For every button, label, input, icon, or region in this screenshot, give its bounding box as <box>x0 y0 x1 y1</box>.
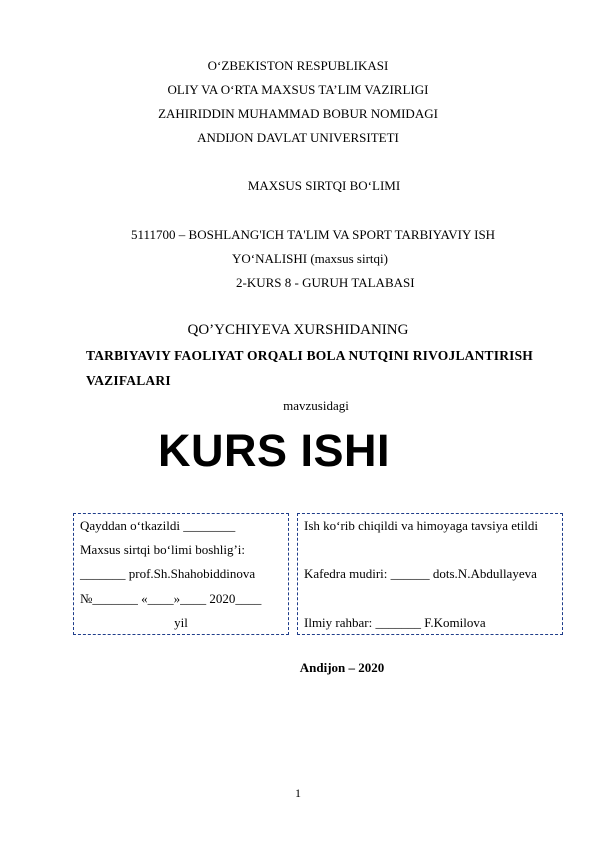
topic-line-2: VAZIFALARI <box>86 373 171 388</box>
registration-box <box>73 513 289 635</box>
approval-line-1: Ish ko‘rib chiqildi va himoyaga tavsiya etildi <box>304 518 538 533</box>
topic-suffix: mavzusidagi <box>283 398 349 413</box>
program-line-2: YO‘NALISHI (maxsus sirtqi) <box>232 251 388 266</box>
place-year: Andijon – 2020 <box>299 660 385 675</box>
ministry-line-4: ANDIJON DAVLAT UNIVERSITETI <box>197 130 399 145</box>
ministry-line-1: O‘ZBEKISTON RESPUBLIKASI <box>207 58 389 73</box>
topic-line-1: TARBIYAVIY FAOLIYAT ORQALI BOLA NUTQINI RIVOJLANTIRISH <box>86 348 534 363</box>
work-type-title: KURS ISHI <box>158 425 391 476</box>
registration-line-3: _______ prof.Sh.Shahobiddinova <box>80 566 256 581</box>
student-name: QO’YCHIYEVA XURSHIDANING <box>187 322 409 338</box>
ministry-line-3: ZAHIRIDDIN MUHAMMAD BOBUR NOMIDAGI <box>158 106 438 121</box>
program-line-1: 5111700 – BOSHLANG'ICH TA'LIM VA SPORT TARBIYAVIY ISH <box>131 227 496 242</box>
approval-line-2: Kafedra mudiri: ______ dots.N.Abdullayeva <box>304 566 537 581</box>
registration-line-4: №_______ «____»____ 2020____ <box>80 591 262 606</box>
department-title: MAXSUS SIRTQI BO‘LIMI <box>247 178 401 193</box>
page-number: 1 <box>295 786 301 800</box>
registration-line-2: Maxsus sirtqi bo‘limi boshlig’i: <box>80 542 246 557</box>
approval-line-3: Ilmiy rahbar: _______ F.Komilova <box>304 615 486 630</box>
ministry-line-2: OLIY VA O‘RTA MAXSUS TA’LIM VAZIRLIGI <box>167 82 429 97</box>
approval-box <box>297 513 563 635</box>
registration-line-5: yil <box>174 615 188 630</box>
program-line-3: 2-KURS 8 - GURUH TALABASI <box>236 275 415 290</box>
registration-line-1: Qayddan o‘tkazildi ________ <box>80 518 236 533</box>
